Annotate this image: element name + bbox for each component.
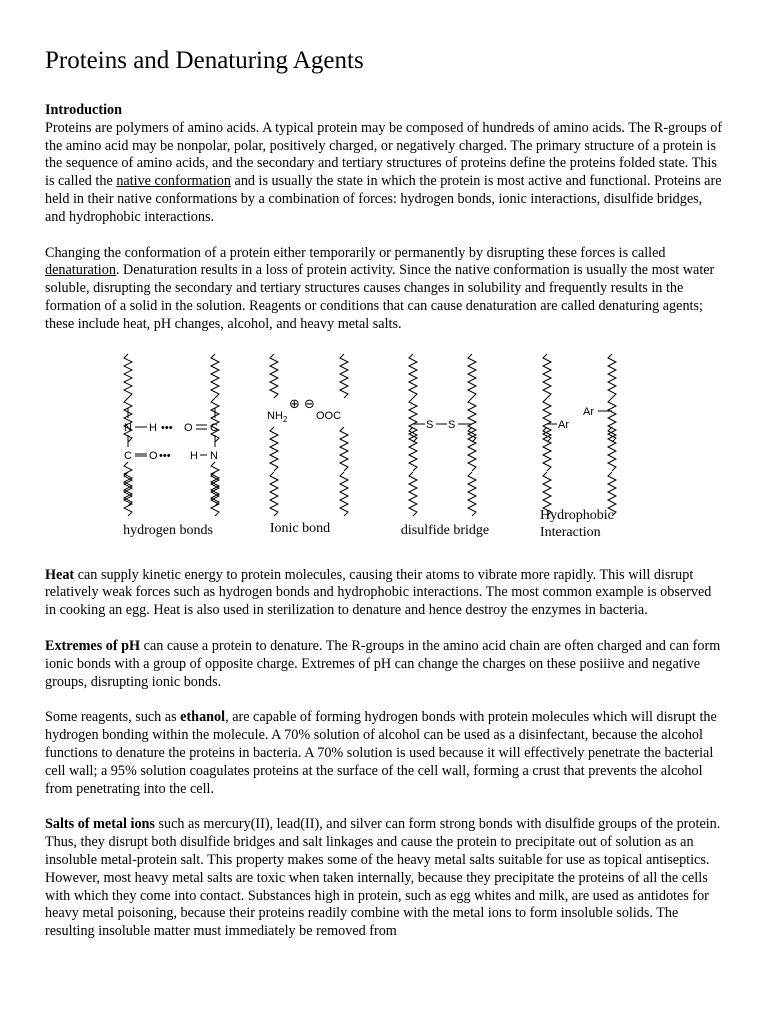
- ph-text: can cause a protein to denature. The R-groups in the amino acid chain are often charged and can form ionic bonds with a group of opposite charge. Extremes of pH can change the charges on these posiiive and negative groups, disrupting ionic bonds.: [45, 637, 721, 690]
- hbond-n-label: N: [124, 421, 132, 434]
- intro-heading: Introduction: [45, 102, 122, 118]
- hbond-h2-label: H: [190, 449, 198, 462]
- nh2-label: $NH_2$: [267, 409, 288, 424]
- minus-charge-icon: ⊖: [304, 395, 315, 411]
- caption-hydrogen-bonds: hydrogen bonds: [123, 522, 213, 538]
- ionic-left-chain: [270, 354, 278, 398]
- caption-disulfide-bridge: disulfide bridge: [400, 522, 490, 538]
- heat-term: Heat: [45, 566, 75, 583]
- caption-hydrophobic-interaction: [540, 507, 635, 541]
- native-conformation-term: native conformation: [116, 173, 231, 190]
- hydrophobic-right-chain: [608, 354, 616, 516]
- hbond-right-chain-bottom: [211, 462, 219, 516]
- sulfur-2-label: S: [448, 418, 456, 431]
- hydrophobic-left-chain: [543, 354, 551, 516]
- denat-text-after: . Denaturation results in a loss of protein activity. Since the native conformation is usually the most water soluble, disrupting the secondary and tertiary structures causes changes in solubility and frequently results in the formation of a solid in the solution. Reagents or conditions that can cause denaturation are called denaturing agents; these include heat, pH changes, alcohol, and heavy metal salts.: [45, 262, 715, 332]
- caption-hydrophobic-line2: Interaction: [540, 524, 601, 540]
- hbond-left-chain-bottom: [124, 462, 132, 516]
- hbond-o2-label: O: [149, 449, 158, 462]
- bond-types-figure: [45, 352, 725, 549]
- denaturation-paragraph: [45, 245, 725, 334]
- ionic-right-chain-bottom: [340, 427, 348, 516]
- aryl-2-label: Ar: [558, 418, 569, 431]
- ionic-left-chain-bottom: [270, 427, 278, 516]
- ph-paragraph: [45, 638, 725, 691]
- metals-text: such as mercury(II), lead(II), and silver can form strong bonds with disulfide groups of the protein. Thus, they disrupt both disulfide bridges and salt linkages and cause the protein to precipitate out of solution as an insoluble metal-protein salt. This property makes some of the heavy metal salts suitable for use as topical antiseptics. However, most heavy metal salts are toxic when taken internally, because they precipitate the proteins of all the cells with which they come into contact. Substances high in protein, such as egg whites and milk, are used as antidotes for heavy metal poisoning, because their proteins readily combine with the metal ions to form insoluble solids. The resulting insoluble matter must immediately be removed from: [45, 816, 721, 940]
- page-title: Proteins and Denaturing Agents: [45, 47, 364, 74]
- document-page: [45, 44, 725, 959]
- metals-term: Salts of metal ions: [45, 816, 155, 833]
- hbond-n2-label: N: [210, 449, 218, 462]
- ethanol-paragraph: [45, 709, 725, 798]
- ethanol-text-before: Some reagents, such as: [45, 709, 181, 726]
- ionic-right-chain: [340, 354, 348, 398]
- hbond-c2-label: C: [124, 449, 132, 462]
- metals-paragraph: [45, 816, 725, 941]
- denaturation-term: denaturation: [45, 262, 116, 279]
- heat-text: can supply kinetic energy to protein molecules, causing their atoms to vibrate more rapidly. This will disrupt relatively weak forces such as hydrogen bonds and hydrophobic interactions. The most common example is observed in cooking an egg. Heat is also used in sterilization to denature and hence destroy the enzymes in bacteria.: [45, 566, 712, 619]
- hbond-dots2-label: •••: [159, 449, 171, 462]
- hbond-o-label: O: [184, 421, 193, 434]
- ethanol-text-after: , are capable of forming hydrogen bonds with protein molecules which will disrupt the hydrogen bonding within the molecule. A 70% solution of alcohol can be used as a disinfectant, because the alcohol functions to denature the proteins in bacteria. A 70% solution is used because it will effectively penetrate the bacterial cell wall; a 95% solution coagulates proteins at the surface of the cell wall, forming a crust that prevents the alcohol from penetrating into the cell.: [45, 709, 717, 797]
- hbond-c-label: C: [210, 421, 218, 434]
- ooc-label: OOC: [316, 409, 342, 422]
- aryl-1-label: Ar: [583, 405, 594, 418]
- hbond-dots-label: •••: [161, 421, 173, 434]
- intro-paragraph: [45, 102, 725, 227]
- caption-ionic-bond: Ionic bond: [269, 520, 331, 536]
- heat-paragraph: [45, 567, 725, 620]
- intro-text-after: and is usually the state in which the protein is most active and functional. Proteins are held in their native conformations by a combination of forces: hydrogen bonds, ionic interactions, disulfide bridges, and hydrophobic interactions.: [45, 173, 722, 225]
- disulfide-right-chain: [468, 354, 476, 516]
- denat-text-before: Changing the conformation of a protein either temporarily or permanently by disrupting these forces is called: [45, 244, 666, 261]
- intro-text-before: Proteins are polymers of amino acids. A typical protein may be composed of hundreds of amino acids. The R-groups of the amino acid may be nonpolar, polar, positively charged, or negatively charged. The primary structure of a protein is the sequence of amino acids, and the secondary and tertiary structures of proteins define the proteins folded state. This is called the: [45, 119, 723, 190]
- hbond-h-label: H: [149, 421, 157, 434]
- sulfur-1-label: S: [426, 418, 434, 431]
- ph-term: Extremes of pH: [45, 637, 141, 654]
- disulfide-left-chain: [409, 354, 417, 516]
- caption-hydrophobic-line1: Hydrophobic: [540, 507, 614, 523]
- ethanol-term: ethanol: [180, 709, 226, 726]
- plus-charge-icon: ⊕: [289, 395, 300, 411]
